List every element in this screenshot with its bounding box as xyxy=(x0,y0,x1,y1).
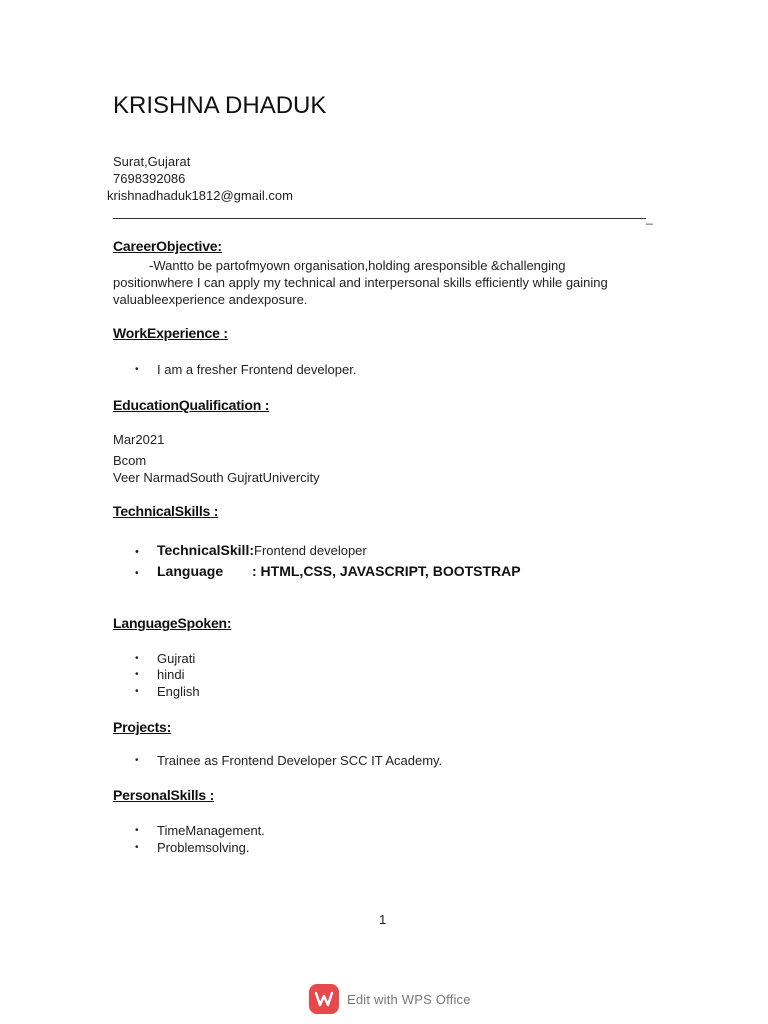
technical-skills-heading: TechnicalSkills : xyxy=(113,503,219,519)
wps-w-icon xyxy=(313,988,335,1010)
personal-skill-item: TimeManagement. xyxy=(157,823,265,838)
bullet-icon: • xyxy=(135,653,139,664)
list-item xyxy=(135,563,521,582)
education-heading: EducationQualification : xyxy=(113,397,270,413)
wps-logo-icon[interactable] xyxy=(309,984,339,1014)
header-divider xyxy=(113,218,646,219)
education-university: Veer NarmadSouth GujratUnivercity xyxy=(113,470,320,485)
technical-skill-label: TechnicalSkill: xyxy=(157,542,254,558)
wps-edit-link[interactable]: Edit with WPS Office xyxy=(347,991,471,1007)
language-label: Language xyxy=(157,563,224,579)
career-objective-line-2: positionwhere I can apply my technical and interpersonal skills efficiently while gaining xyxy=(113,275,608,290)
bullet-icon: • xyxy=(135,825,139,836)
list-item xyxy=(135,684,200,700)
wps-edit-banner[interactable] xyxy=(309,984,471,1014)
languages-spoken-heading: LanguageSpoken: xyxy=(113,615,232,631)
personal-skills-heading: PersonalSkills : xyxy=(113,787,215,803)
language-value: : HTML,CSS, JAVASCRIPT, BOOTSTRAP xyxy=(252,563,521,579)
list-item xyxy=(135,753,442,769)
career-objective-heading: CareerObjective: xyxy=(113,238,222,254)
education-date: Mar2021 xyxy=(113,432,165,447)
page-number: 1 xyxy=(379,912,387,927)
divider-mark: _ xyxy=(646,211,653,225)
contact-phone: 7698392086 xyxy=(113,171,186,186)
project-item: Trainee as Frontend Developer SCC IT Academy. xyxy=(157,753,443,768)
resume-name: KRISHNA DHADUK xyxy=(113,92,327,119)
work-experience-heading: WorkExperience : xyxy=(113,325,228,341)
career-objective-line-3: valuableexperience andexposure. xyxy=(113,292,308,307)
bullet-icon: • xyxy=(135,755,139,766)
career-objective-line-1: -Wantto be partofmyown organisation,holding aresponsible &challenging xyxy=(149,258,566,273)
work-experience-item: I am a fresher Frontend developer. xyxy=(157,362,357,377)
technical-skill-value: Frontend developer xyxy=(254,543,367,558)
list-item xyxy=(135,651,195,667)
list-item xyxy=(135,667,184,683)
language-item: hindi xyxy=(157,667,185,682)
projects-heading: Projects: xyxy=(113,719,172,735)
language-item: Gujrati xyxy=(157,651,196,666)
contact-email: krishnadhaduk1812@gmail.com xyxy=(107,188,293,203)
bullet-icon: • xyxy=(135,669,139,680)
list-item xyxy=(135,542,367,561)
bullet-icon: • xyxy=(135,364,139,375)
bullet-icon: • xyxy=(135,686,139,697)
contact-city: Surat,Gujarat xyxy=(113,154,191,169)
list-item xyxy=(135,362,356,378)
bullet-icon: • xyxy=(135,568,139,579)
list-item xyxy=(135,840,250,856)
language-item: English xyxy=(157,684,200,699)
personal-skill-item: Problemsolving. xyxy=(157,840,250,855)
bullet-icon: • xyxy=(135,546,139,558)
education-degree: Bcom xyxy=(113,453,147,468)
list-item xyxy=(135,823,265,839)
bullet-icon: • xyxy=(135,842,139,853)
